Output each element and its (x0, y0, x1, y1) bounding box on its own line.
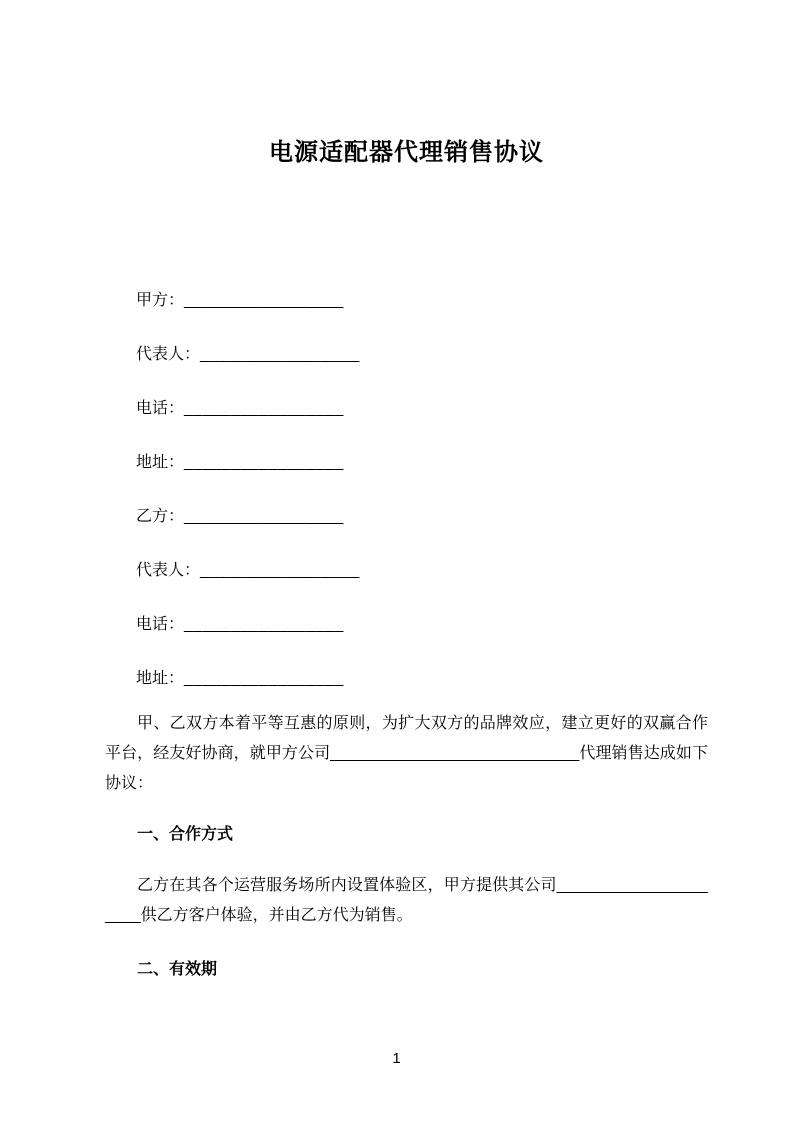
document-title: 电源适配器代理销售协议 (269, 139, 544, 166)
party-field-jiafang-address (136, 451, 708, 475)
party-label: 电话： (136, 400, 185, 417)
party-field-jiafang-representative (136, 343, 708, 367)
preamble-text-before: 甲、乙双方本着平等互惠的原则，为扩大双方的品牌效应，建立更好的双赢合作平台，经友好协商，就甲方公司 (105, 715, 708, 762)
party-label: 代表人： (136, 562, 201, 579)
party-blank-line: _________________ (200, 562, 360, 579)
party-label: 地址： (136, 454, 185, 471)
party-label: 乙方： (136, 508, 185, 525)
party-field-yifang (136, 505, 708, 529)
preamble-text-after: 代理销售达成如下协议： (105, 745, 708, 792)
party-blank-line: _________________ (184, 670, 344, 687)
section-blank-line: _____________________ (105, 877, 708, 924)
party-blank-line: _________________ (184, 400, 344, 417)
party-blank-line: _________________ (184, 508, 344, 525)
party-blank-line: _________________ (184, 454, 344, 471)
party-blank-line: _________________ (200, 346, 360, 363)
party-label: 代表人： (136, 346, 201, 363)
document-content (0, 135, 793, 982)
party-field-list (105, 289, 708, 691)
party-label: 电话： (136, 616, 185, 633)
section-text-after: 供乙方客户体验，并由乙方代为销售。 (140, 907, 413, 924)
party-field-yifang-representative (136, 559, 708, 583)
preamble-paragraph (105, 709, 708, 799)
preamble-blank-line: ____________________________ (330, 745, 580, 762)
page-number: 1 (392, 1050, 401, 1067)
party-blank-line: _________________ (184, 616, 344, 633)
section-paragraph-cooperation (105, 871, 708, 931)
party-blank-line: _________________ (184, 292, 344, 309)
section-heading-validity: 二、有效期 (137, 961, 218, 978)
party-field-jiafang-phone (136, 397, 708, 421)
party-label: 甲方： (136, 292, 185, 309)
party-field-jiafang (136, 289, 708, 313)
section-text-before: 乙方在其各个运营服务场所内设置体验区，甲方提供其公司 (137, 877, 557, 894)
party-field-yifang-phone (136, 613, 708, 637)
party-field-yifang-address (136, 667, 708, 691)
party-label: 地址： (136, 670, 185, 687)
section-heading-cooperation: 一、合作方式 (137, 826, 234, 843)
